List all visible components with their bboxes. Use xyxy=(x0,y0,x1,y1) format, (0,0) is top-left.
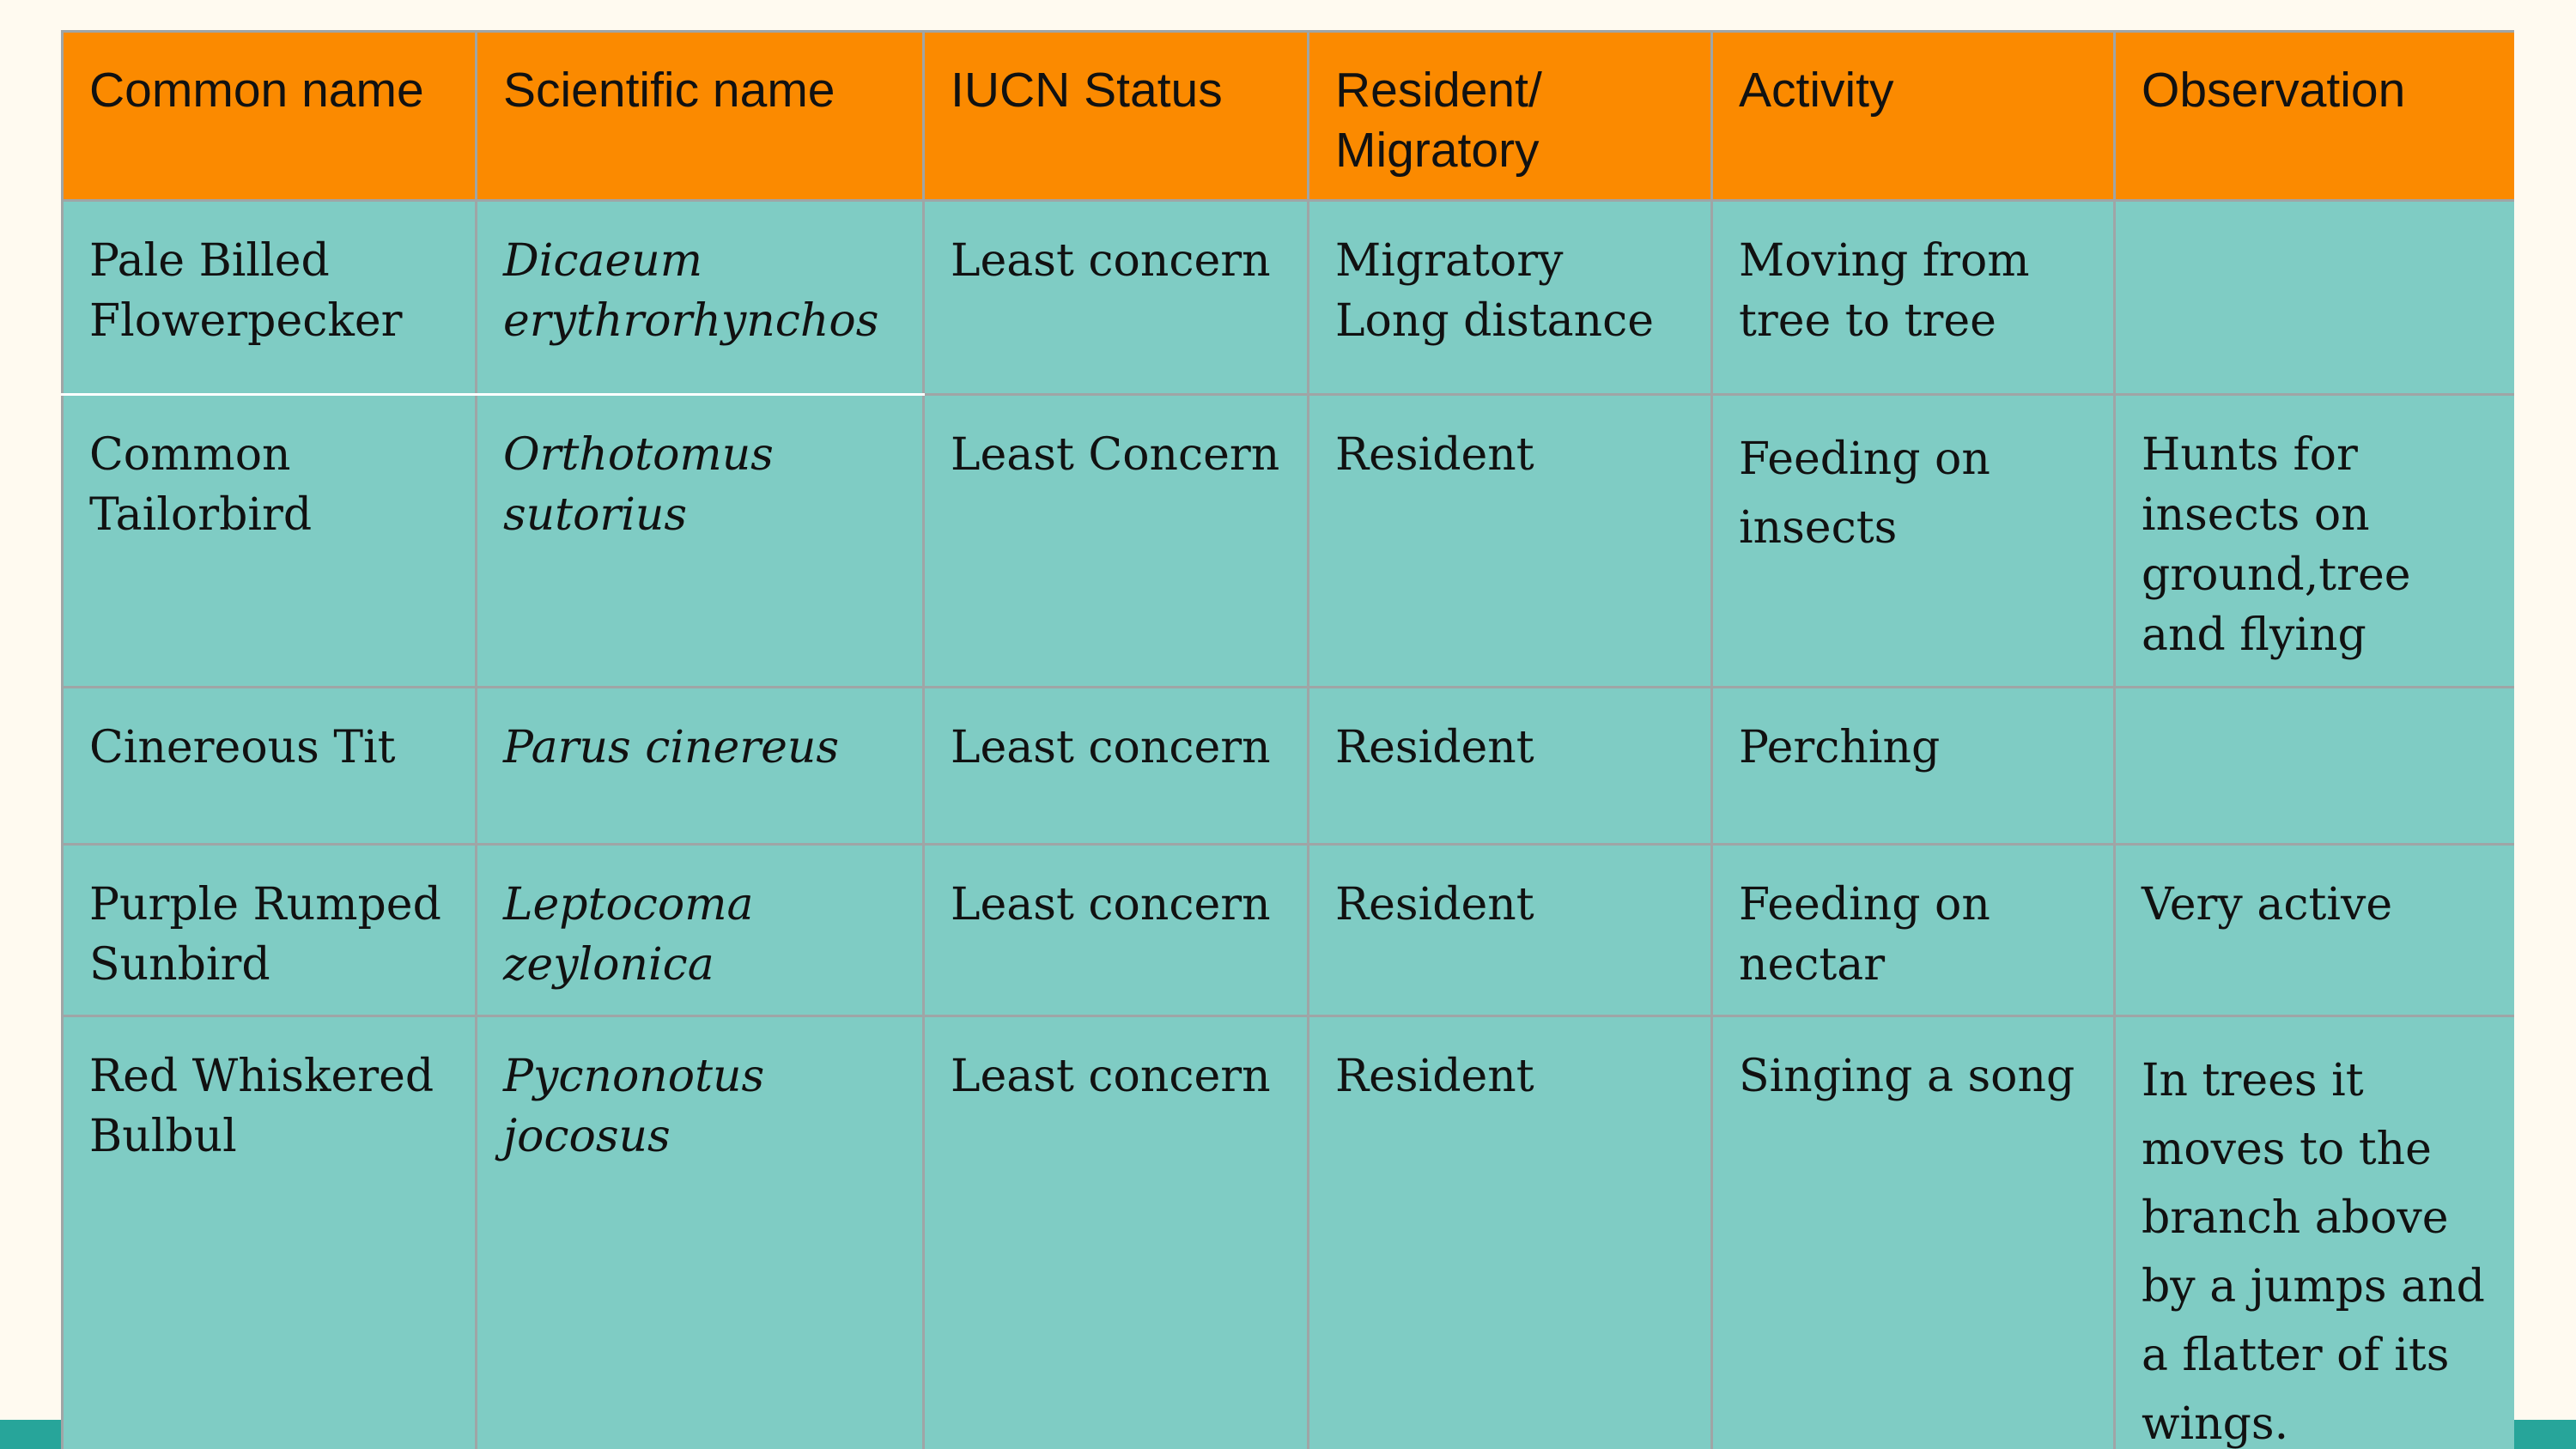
header-common-name: Common name xyxy=(63,32,477,201)
cell-observation: Hunts for insects on ground,tree and flying xyxy=(2115,395,2515,688)
cell-residency: Resident xyxy=(1309,688,1712,845)
cell-iucn-status: Least Concern xyxy=(924,395,1309,688)
cell-scientific-name: Pycnonotus jocosus xyxy=(477,1016,924,1449)
cell-activity: Feeding on insects xyxy=(1712,395,2115,688)
header-observation: Observation xyxy=(2115,32,2515,201)
table-row xyxy=(63,1016,2515,1449)
cell-activity: Singing a song xyxy=(1712,1016,2115,1449)
cell-iucn-status: Least concern xyxy=(924,845,1309,1016)
table-row xyxy=(63,845,2515,1016)
table-row xyxy=(63,201,2515,395)
cell-iucn-status: Least concern xyxy=(924,201,1309,395)
cell-scientific-name: Orthotomus sutorius xyxy=(477,395,924,688)
header-iucn-status: IUCN Status xyxy=(924,32,1309,201)
cell-activity: Feeding on nectar xyxy=(1712,845,2115,1016)
cell-common-name: Common Tailorbird xyxy=(63,395,477,688)
cell-residency: Resident xyxy=(1309,395,1712,688)
table-row xyxy=(63,688,2515,845)
cell-residency: Resident xyxy=(1309,1016,1712,1449)
cell-scientific-name: Dicaeum erythrorhynchos xyxy=(477,201,924,395)
cell-observation xyxy=(2115,688,2515,845)
cell-common-name: Red Whiskered Bulbul xyxy=(63,1016,477,1449)
cell-activity: Perching xyxy=(1712,688,2115,845)
cell-activity: Moving from tree to tree xyxy=(1712,201,2115,395)
table-row xyxy=(63,395,2515,688)
cell-residency: Migratory Long distance xyxy=(1309,201,1712,395)
cell-common-name: Cinereous Tit xyxy=(63,688,477,845)
cell-observation xyxy=(2115,201,2515,395)
cell-common-name: Pale Billed Flowerpecker xyxy=(63,201,477,395)
cell-iucn-status: Least concern xyxy=(924,688,1309,845)
header-activity: Activity xyxy=(1712,32,2115,201)
bird-observation-table-container xyxy=(61,30,2514,1449)
cell-iucn-status: Least concern xyxy=(924,1016,1309,1449)
header-resident-migratory: Resident/ Migratory xyxy=(1309,32,1712,201)
cell-common-name: Purple Rumped Sunbird xyxy=(63,845,477,1016)
cell-residency: Resident xyxy=(1309,845,1712,1016)
cell-scientific-name: Parus cinereus xyxy=(477,688,924,845)
cell-scientific-name: Leptocoma zeylonica xyxy=(477,845,924,1016)
cell-observation: In trees it moves to the branch above by a jumps and a flatter of its wings. xyxy=(2115,1016,2515,1449)
cell-observation: Very active xyxy=(2115,845,2515,1016)
header-scientific-name: Scientific name xyxy=(477,32,924,201)
bird-observation-table xyxy=(61,30,2514,1449)
table-header-row xyxy=(63,32,2515,201)
